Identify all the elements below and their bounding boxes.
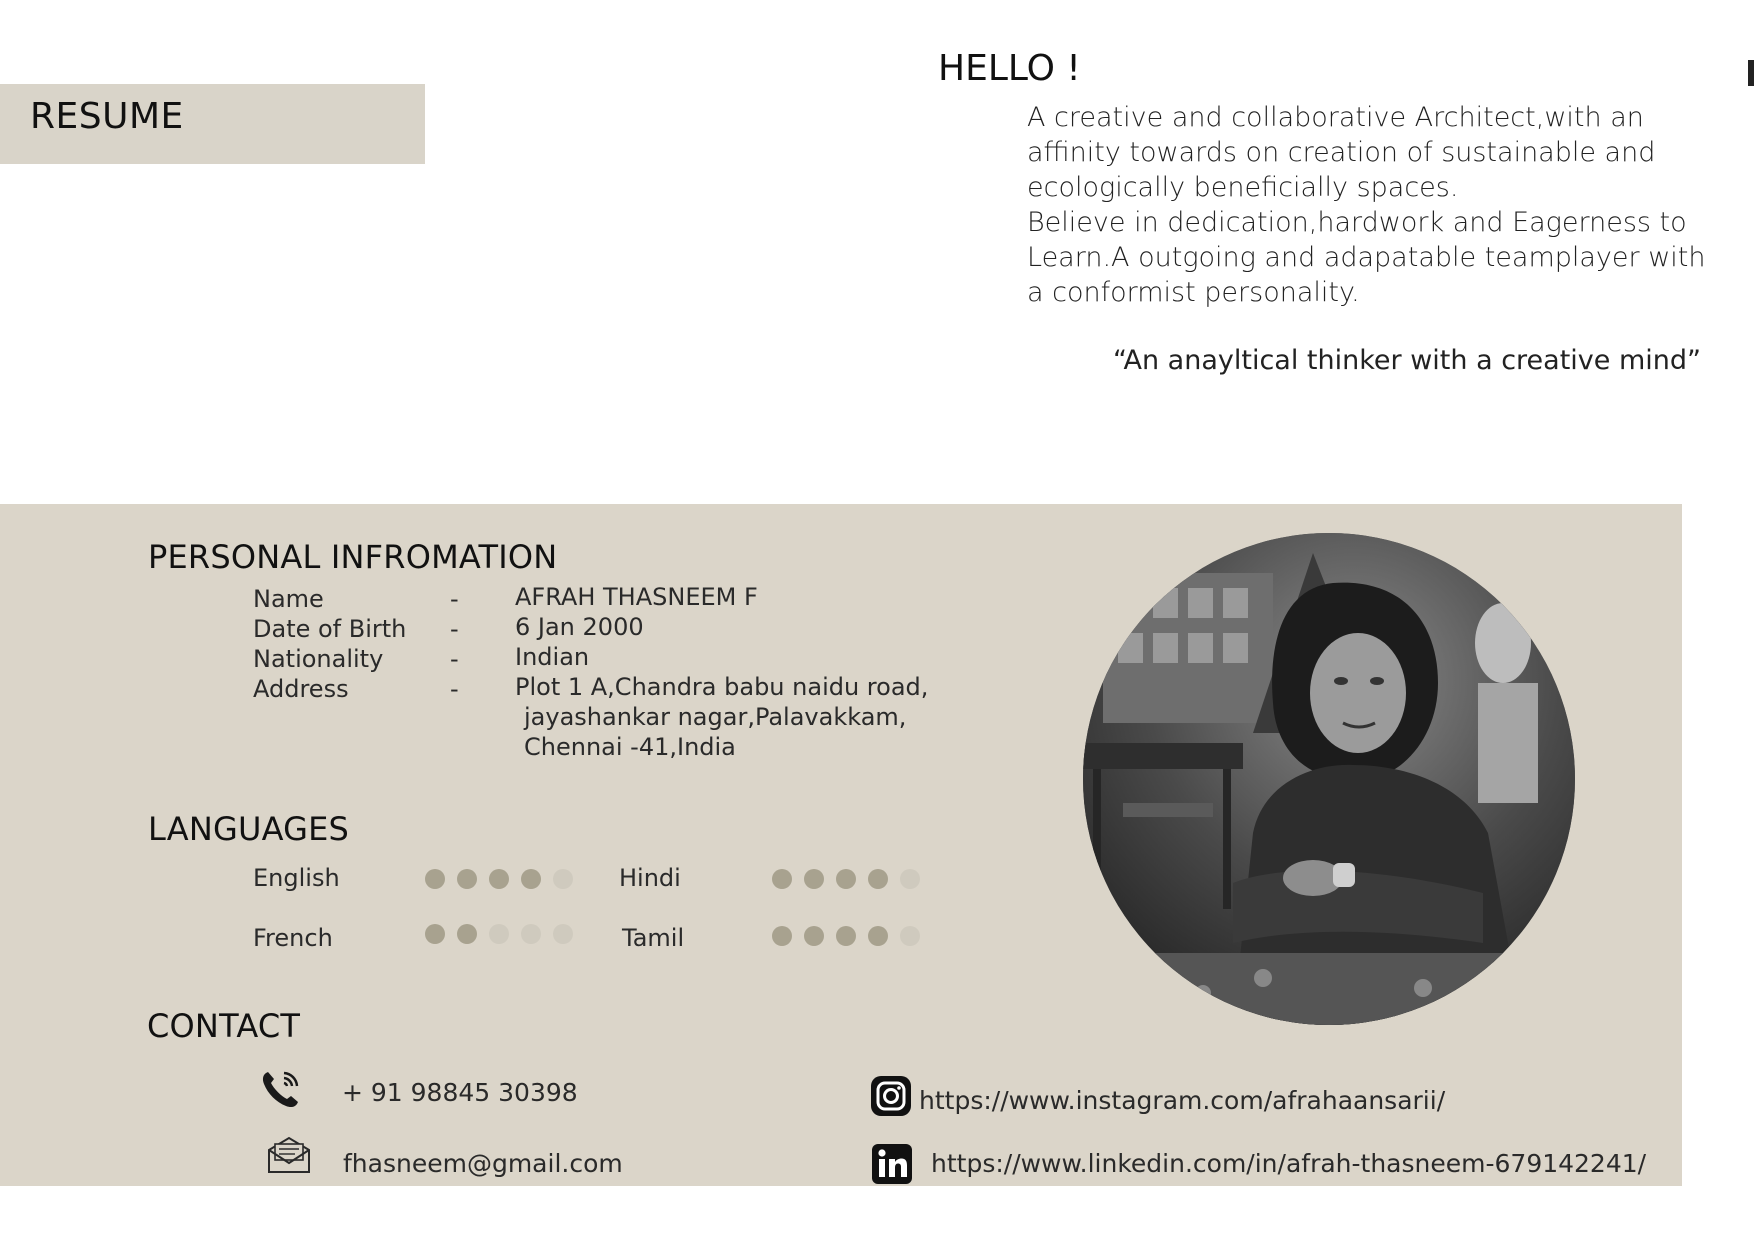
phone-number[interactable]: + 91 98845 30398 [342,1078,578,1107]
linkedin-link[interactable]: https://www.linkedin.com/in/afrah-thasneem-679142241/ [931,1149,1647,1178]
address-line-1: Plot 1 A,Chandra babu naidu road, [515,673,929,701]
language-english-label: English [253,864,340,892]
rating-dot [804,869,824,889]
phone-icon [258,1067,302,1115]
rating-dot [836,869,856,889]
personal-info-heading: PERSONAL INFROMATION [148,538,558,576]
mail-icon [265,1136,313,1180]
profile-photo [1083,533,1575,1025]
nationality-label: Nationality [253,645,384,673]
language-tamil-rating [772,926,922,948]
quote-text: “An anayltical thinker with a creative mind” [1113,345,1702,376]
dob-value: 6 Jan 2000 [515,613,644,641]
rating-dot [425,869,445,889]
intro-paragraph-1: A creative and collaborative Architect,with an affinity towards on creation of sustainable and ecologically beneficially spaces. [1027,102,1656,203]
rating-dot [868,926,888,946]
instagram-icon [870,1075,912,1121]
language-hindi-label: Hindi [619,864,681,892]
nationality-separator: - [450,645,459,673]
dob-label: Date of Birth [253,615,407,643]
languages-heading: LANGUAGES [148,810,350,848]
rating-dot [804,926,824,946]
rating-dot [900,869,920,889]
contact-heading: CONTACT [147,1007,301,1045]
rating-dot [457,869,477,889]
rating-dot [900,926,920,946]
language-french-label: French [253,924,333,952]
edge-mark [1748,60,1754,86]
rating-dot [489,924,509,944]
rating-dot [553,924,573,944]
rating-dot [868,869,888,889]
rating-dot [553,869,573,889]
email-address[interactable]: fhasneem@gmail.com [343,1149,623,1178]
rating-dot [457,924,477,944]
rating-dot [489,869,509,889]
language-french-rating [425,924,575,946]
dob-separator: - [450,615,459,643]
instagram-link[interactable]: https://www.instagram.com/afrahaansarii/ [919,1086,1446,1115]
resume-title: RESUME [30,96,184,137]
name-separator: - [450,585,459,613]
rating-dot [772,869,792,889]
rating-dot [425,924,445,944]
name-value: AFRAH THASNEEM F [515,583,758,611]
rating-dot [772,926,792,946]
address-line-3: Chennai -41,India [524,733,736,761]
intro-text [1027,100,1717,310]
language-hindi-rating [772,869,922,891]
rating-dot [836,926,856,946]
hello-heading: HELLO ! [938,48,1081,89]
address-line-2: jayashankar nagar,Palavakkam, [524,703,907,731]
address-separator: - [450,675,459,703]
nationality-value: Indian [515,643,590,671]
rating-dot [521,924,541,944]
intro-paragraph-2: Believe in dedication,hardwork and Eagerness to Learn.A outgoing and adapatable teamplayer with a conformist personality. [1027,207,1706,308]
address-label: Address [253,675,349,703]
linkedin-icon [872,1144,912,1188]
name-label: Name [253,585,324,613]
language-english-rating [425,869,575,891]
language-tamil-label: Tamil [622,924,685,952]
rating-dot [521,869,541,889]
